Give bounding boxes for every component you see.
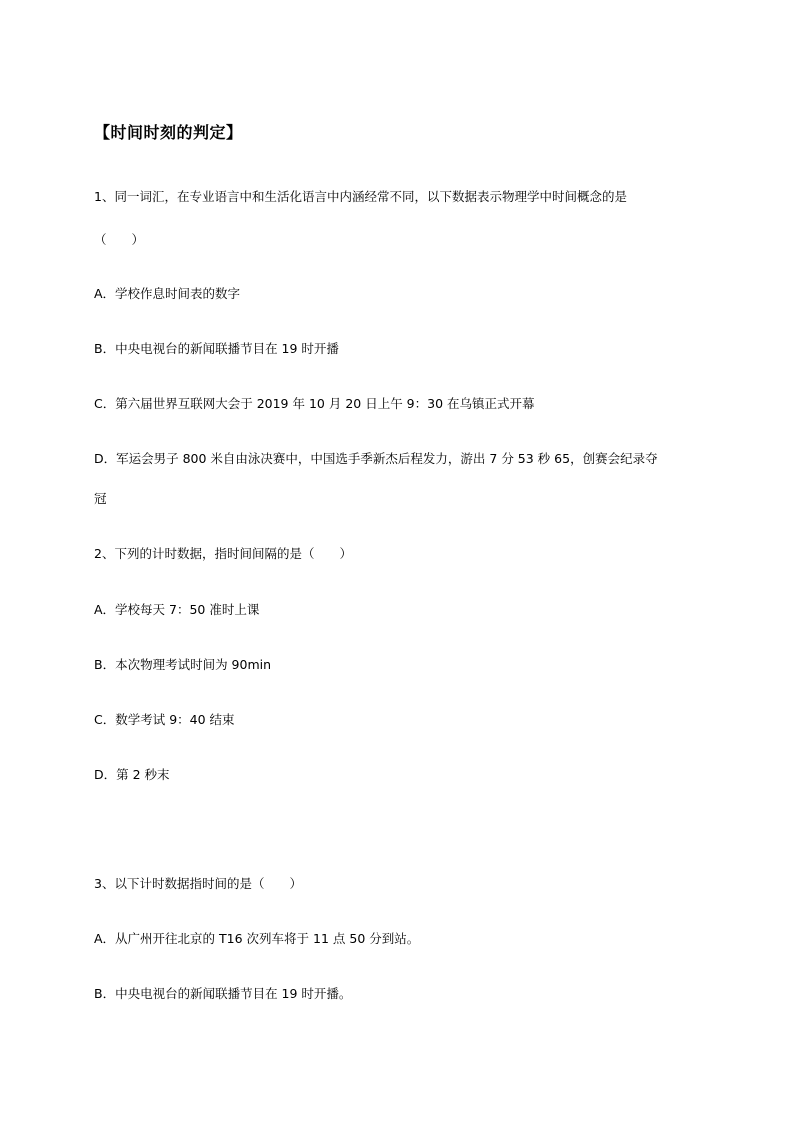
question-2-option-c: C．数学考试 9：40 结束	[94, 712, 235, 727]
section-title: 【时间时刻的判定】	[94, 123, 243, 142]
question-1-option-b: B．中央电视台的新闻联播节目在 19 时开播	[94, 341, 339, 356]
question-1-option-a: A．学校作息时间表的数字	[94, 286, 241, 301]
question-2-option-b: B．本次物理考试时间为 90min	[94, 657, 272, 672]
question-3-option-b: B．中央电视台的新闻联播节目在 19 时开播。	[94, 986, 352, 1001]
question-2-option-d: D．第 2 秒末	[94, 767, 170, 782]
question-3-option-a: A．从广州开往北京的 T16 次列车将于 11 点 50 分到站。	[94, 931, 420, 946]
question-1-option-c: C．第六届世界互联网大会于 2019 年 10 月 20 日上午 9：30 在乌镇正式开幕	[94, 396, 535, 411]
question-1-stem: 1、同一词汇，在专业语言中和生活化语言中内涵经常不同，以下数据表示物理学中时间概念的是	[94, 189, 627, 204]
question-2-option-a: A．学校每天 7：50 准时上课	[94, 602, 260, 617]
question-3-stem: 3、以下计时数据指时间的是（ ）	[94, 876, 302, 891]
question-2-stem: 2、下列的计时数据，指时间间隔的是（ ）	[94, 546, 352, 561]
question-1-option-d-continuation: 冠	[94, 491, 107, 506]
question-1-answer-blank: （ ）	[94, 232, 145, 247]
question-1-option-d: D．军运会男子 800 米自由泳决赛中，中国选手季新杰后程发力，游出 7 分 53 秒 65，创赛会纪录夺	[94, 451, 658, 466]
